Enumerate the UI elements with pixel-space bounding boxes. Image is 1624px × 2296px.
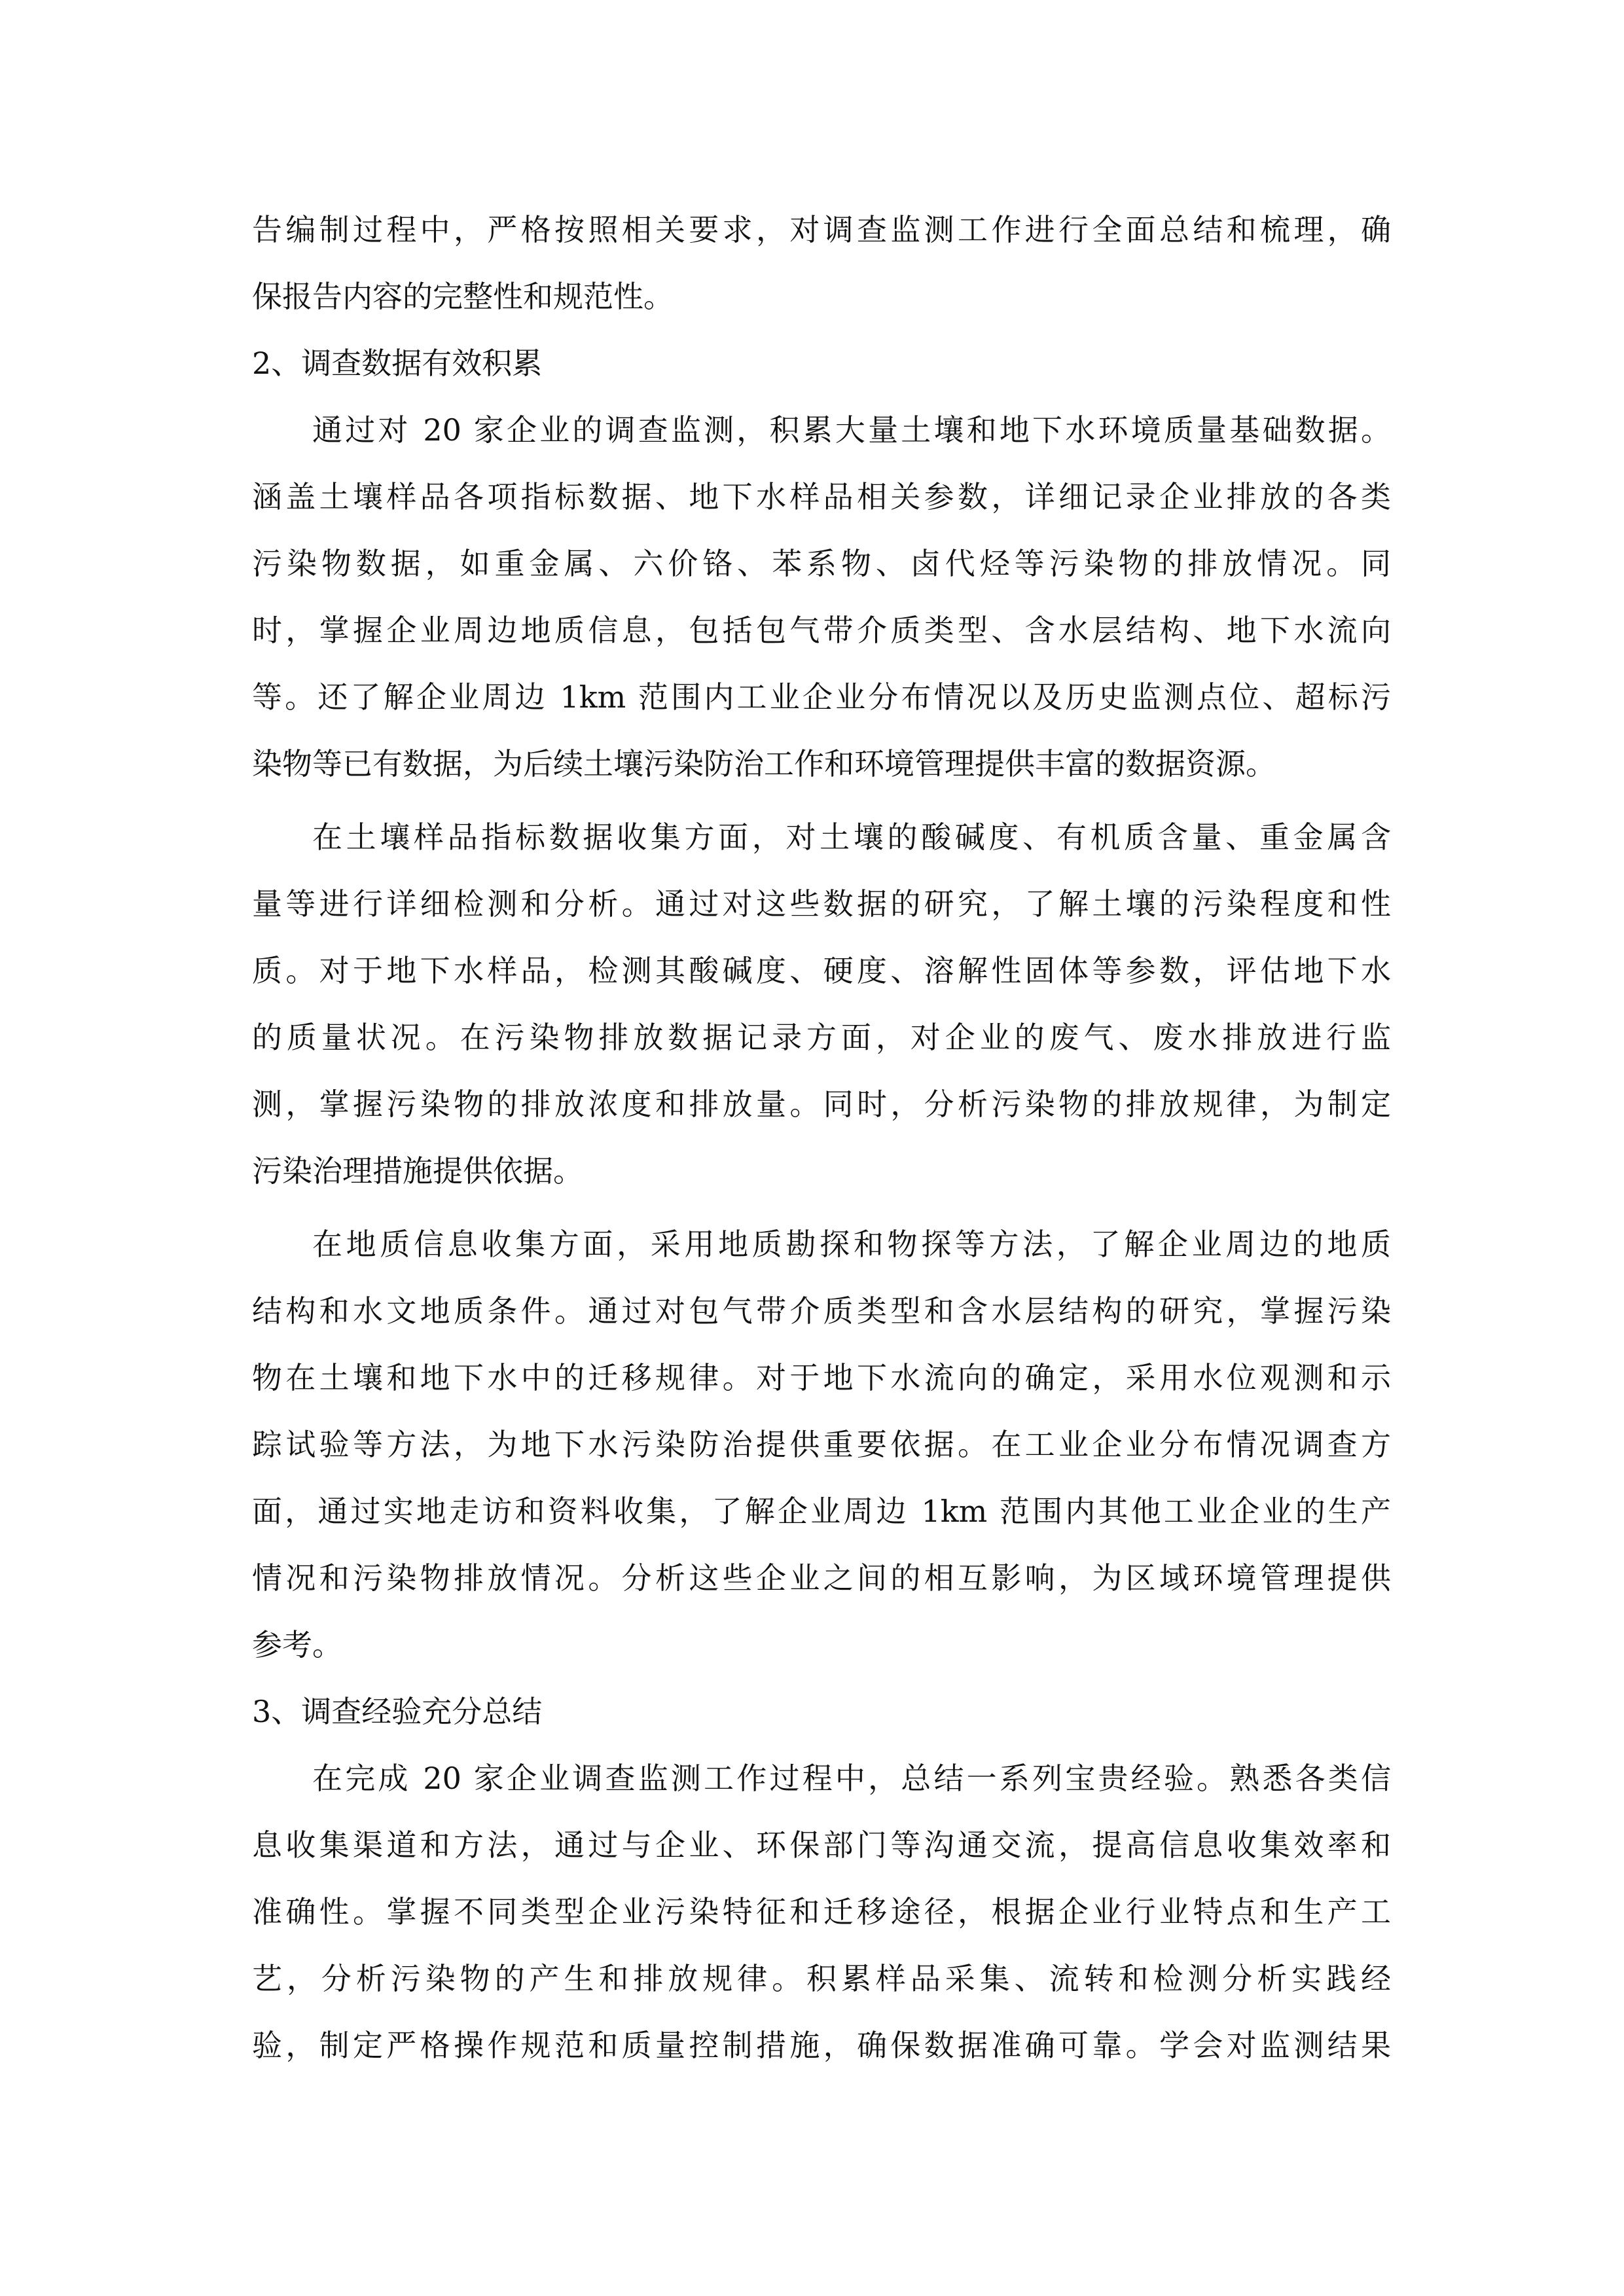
- text-line: 踪试验等方法，为地下水污染防治提供重要依据。在工业企业分布情况调查方: [252, 1427, 1391, 1462]
- text-line: 结构和水文地质条件。通过对包气带介质类型和含水层结构的研究，掌握污染: [252, 1293, 1391, 1329]
- text-line: 涵盖土壤样品各项指标数据、地下水样品相关参数，详细记录企业排放的各类: [252, 479, 1391, 514]
- text-line: 面，通过实地走访和资料收集，了解企业周边 1km 范围内其他工业企业的生产: [252, 1494, 1391, 1529]
- paragraph-gap: [252, 1204, 1391, 1211]
- text-line: 在土壤样品指标数据收集方面，对土壤的酸碱度、有机质含量、重金属含: [312, 819, 1391, 855]
- section-heading-2: 2、调查数据有效积累: [252, 346, 543, 381]
- text-line: 艺，分析污染物的产生和排放规律。积累样品采集、流转和检测分析实践经: [252, 1961, 1391, 1996]
- section2-paragraph-2: [252, 804, 1391, 1204]
- text-line: 告编制过程中，严格按照相关要求，对调查监测工作进行全面总结和梳理，确: [252, 212, 1391, 247]
- text-line: 在地质信息收集方面，采用地质勘探和物探等方法，了解企业周边的地质: [312, 1227, 1391, 1262]
- intro-paragraph: [252, 196, 1391, 330]
- text-line: 验，制定严格操作规范和质量控制措施，确保数据准确可靠。学会对监测结果: [252, 2028, 1391, 2063]
- section2-paragraph-3: [252, 1211, 1391, 1678]
- paragraph-gap: [252, 797, 1391, 804]
- text-line: 保报告内容的完整性和规范性。: [252, 279, 674, 314]
- text-line: 等。还了解企业周边 1km 范围内工业企业分布情况以及历史监测点位、超标污: [252, 679, 1391, 715]
- text-line: 的质量状况。在污染物排放数据记录方面，对企业的废气、废水排放进行监: [252, 1020, 1391, 1055]
- text-line: 污染物数据，如重金属、六价铬、苯系物、卤代烃等污染物的排放情况。同: [252, 546, 1391, 581]
- text-line: 情况和污染物排放情况。分析这些企业之间的相互影响，为区域环境管理提供: [252, 1560, 1391, 1596]
- text-line: 测，掌握污染物的排放浓度和排放量。同时，分析污染物的排放规律，为制定: [252, 1086, 1391, 1122]
- text-line: 量等进行详细检测和分析。通过对这些数据的研究，了解土壤的污染程度和性: [252, 886, 1391, 922]
- text-line: 污染治理措施提供依据。: [252, 1153, 583, 1189]
- text-line: 息收集渠道和方法，通过与企业、环保部门等沟通交流，提高信息收集效率和: [252, 1827, 1391, 1863]
- text-line: 参考。: [252, 1627, 342, 1662]
- text-line: 时，掌握企业周边地质信息，包括包气带介质类型、含水层结构、地下水流向: [252, 613, 1391, 648]
- page-content: [252, 196, 1391, 2079]
- section2-paragraph-1: [252, 397, 1391, 797]
- text-line: 在完成 20 家企业调查监测工作过程中，总结一系列宝贵经验。熟悉各类信: [312, 1761, 1391, 1796]
- text-line: 准确性。掌握不同类型企业污染特征和迁移途径，根据企业行业特点和生产工: [252, 1894, 1391, 1929]
- text-line: 质。对于地下水样品，检测其酸碱度、硬度、溶解性固体等参数，评估地下水: [252, 953, 1391, 988]
- text-line: 染物等已有数据，为后续土壤污染防治工作和环境管理提供丰富的数据资源。: [252, 746, 1276, 781]
- text-line: 通过对 20 家企业的调查监测，积累大量土壤和地下水环境质量基础数据。: [312, 412, 1391, 448]
- section-heading-3: 3、调查经验充分总结: [252, 1694, 543, 1729]
- section3-paragraph-1: [252, 1745, 1391, 2079]
- text-line: 物在土壤和地下水中的迁移规律。对于地下水流向的确定，采用水位观测和示: [252, 1360, 1391, 1395]
